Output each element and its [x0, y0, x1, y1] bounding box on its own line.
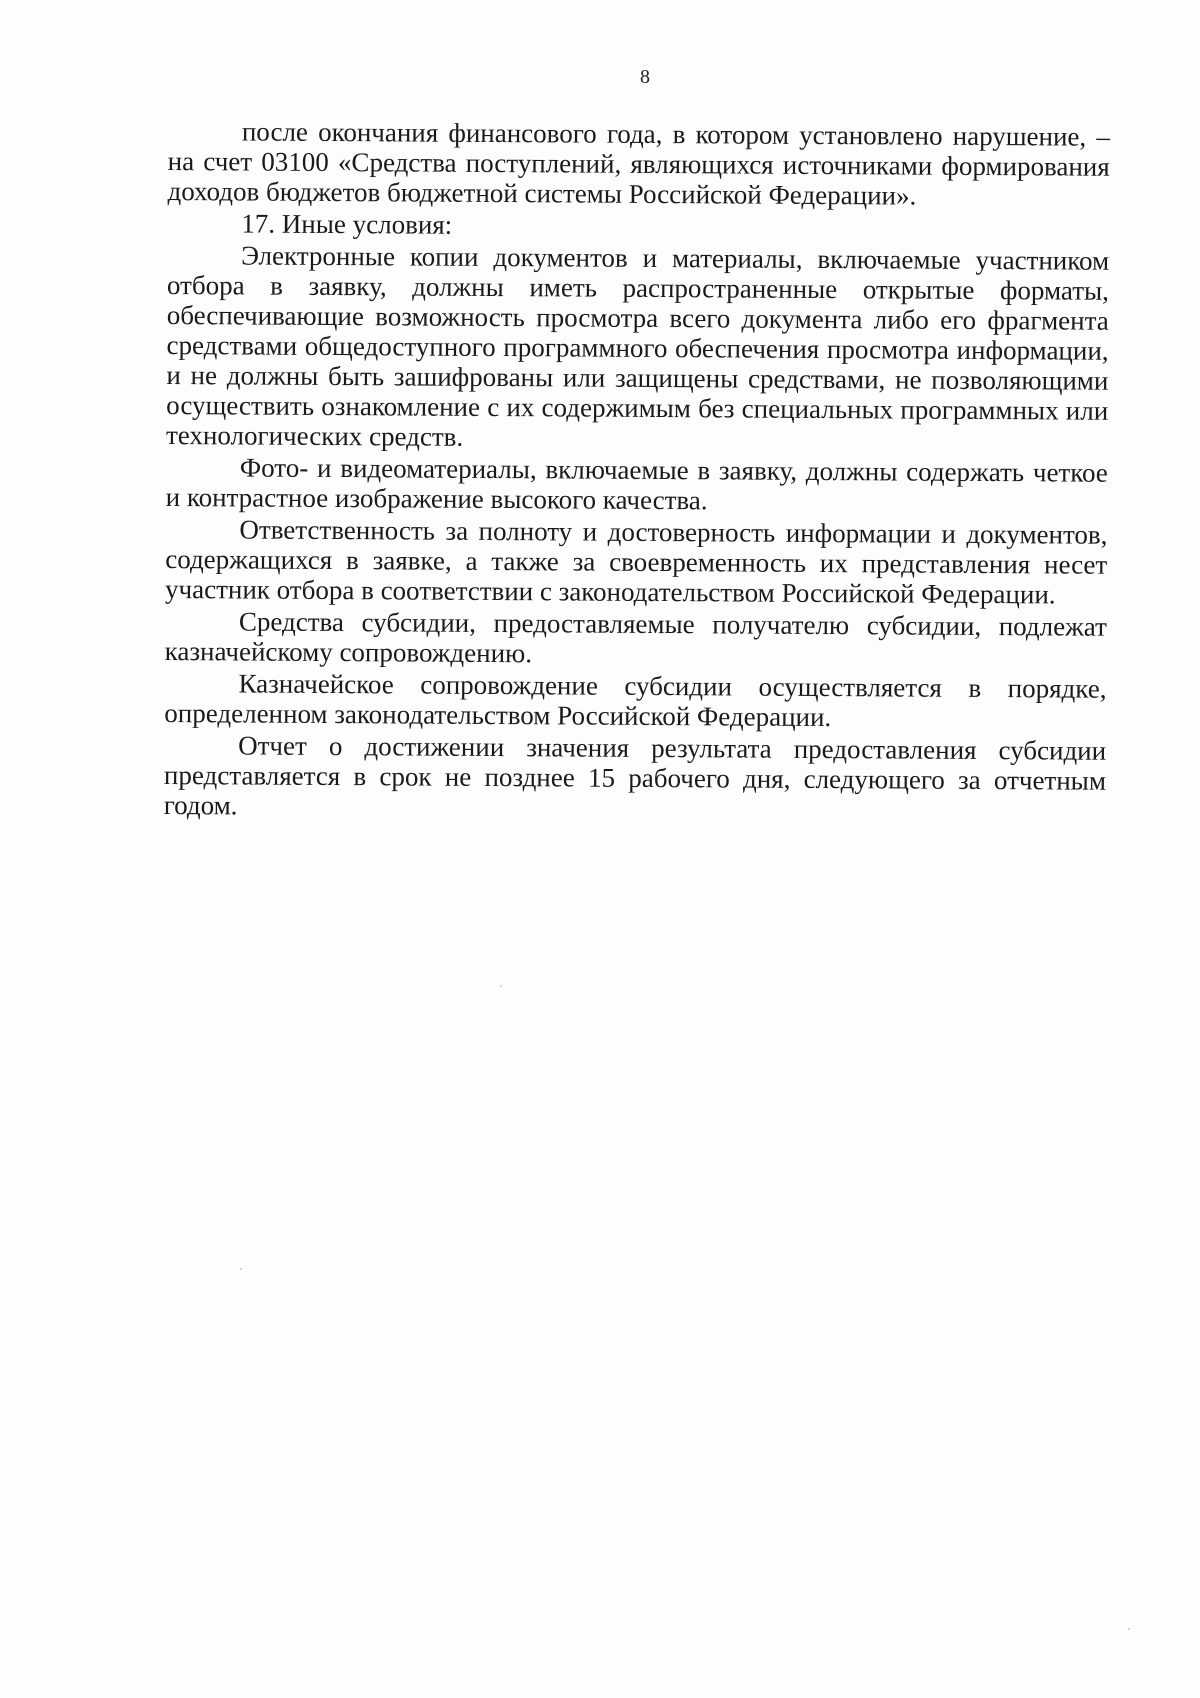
page-number: 8 — [640, 66, 650, 88]
scan-speck — [240, 1268, 242, 1270]
paragraph-electronic-copies: Электронные копии документов и материалы, включаемые участником отбора в заявку, должны иметь распространенные открытые форматы, обеспечивающие возможность просмотра всего документа либо его фрагмента средствами общедоступного программного обеспечения просмотра информации, и не должны быть зашифрованы или защищены средствами, не позволяющими осуществить ознакомление с их содержимым без специальных программных или технологических средств. — [165, 240, 1110, 452]
paragraph-responsibility: Ответственность за полноту и достоверность информации и документов, содержащихся в заявке, а также за своевременность их представления несет участник отбора в соответствии с законодательством Российской Федерации. — [165, 514, 1108, 610]
document-body — [164, 116, 1110, 828]
scan-speck — [500, 985, 502, 987]
scan-speck — [1128, 1628, 1130, 1630]
paragraph-treasury-support: Средства субсидии, предоставляемые получателю субсидии, подлежат казначейскому сопровождению. — [164, 606, 1107, 669]
paragraph-treasury-procedure: Казначейское сопровождение субсидии осуществляется в порядке, определенном законодательством Российской Федерации. — [164, 668, 1107, 733]
paragraph-report-deadline: Отчет о достижении значения результата предоставления субсидии представляется в срок не позднее 15 рабочего дня, следующего за отчетным годом. — [163, 730, 1107, 821]
paragraph-violation-account: после окончания финансового года, в котором установлено нарушение, – на счет 03100 «Средства поступлений, являющихся источниками формирования доходов бюджетов бюджетной системы Российской Федерации». — [167, 116, 1110, 211]
paragraph-section-17-heading: 17. Иные условия: — [241, 208, 453, 240]
paragraph-photo-video: Фото- и видеоматериалы, включаемые в заявку, должны содержать четкое и контрастное изображение высокого качества. — [165, 452, 1108, 516]
